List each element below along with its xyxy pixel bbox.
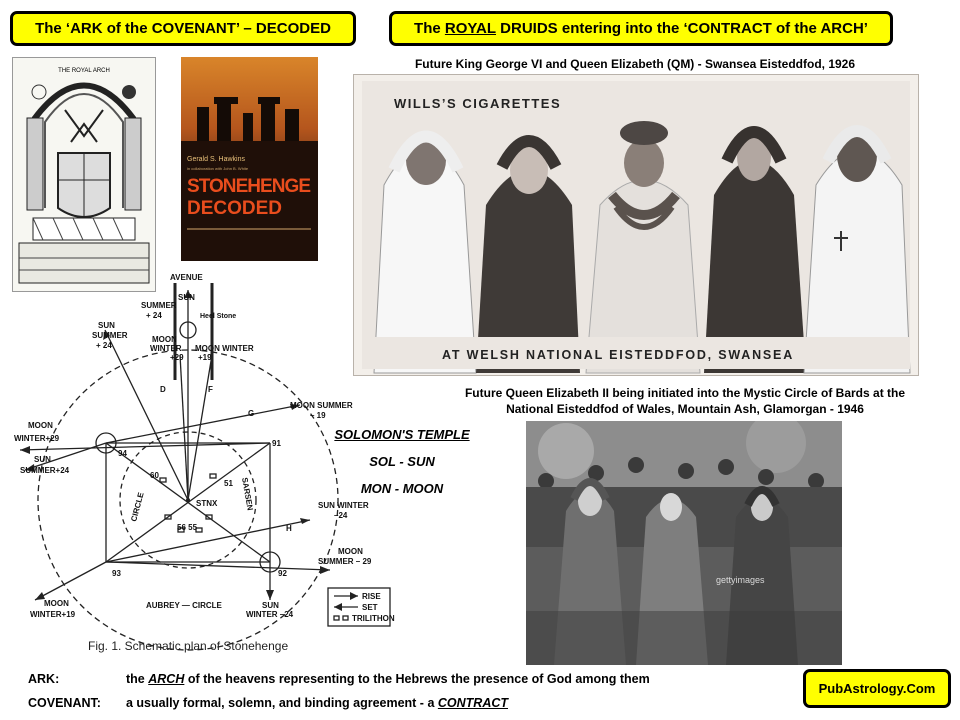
definition-ark-term: ARK:	[28, 672, 60, 686]
lbl-sun-left2: SUN	[34, 455, 51, 464]
caption-bottom-line1: Future Queen Elizabeth II being initiated into the Mystic Circle of Bards at the	[464, 386, 906, 400]
lbl-sun-left-b: SUMMER	[92, 331, 128, 340]
solomon-heading: SOLOMON'S TEMPLE	[334, 427, 470, 442]
lbl-avenue: AVENUE	[170, 273, 203, 282]
book-author-sub: in collaboration with John B. White	[187, 166, 249, 171]
lbl-moon-s19-a: MOON SUMMER	[290, 401, 353, 410]
caption-bottom-line2: National Eisteddfod of Wales, Mountain Ash, Glamorgan - 1946	[506, 402, 864, 416]
lbl-heel-stone: Heel Stone	[200, 313, 237, 320]
book-title-2: DECODED	[187, 198, 283, 219]
lbl-moon-left-b: WINTER+29	[14, 434, 60, 443]
lbl-94: 94	[118, 449, 127, 458]
arch-banner: THE ROYAL ARCH	[58, 68, 110, 74]
lbl-summer24-top-b: + 24	[146, 311, 162, 320]
lbl-moon-w19-bl-a: MOON	[44, 599, 69, 608]
lbl-moon-w19-b: +19	[198, 353, 212, 362]
eisteddfod-1946-photo	[526, 421, 842, 665]
title-right-royal: ROYAL	[444, 20, 497, 37]
lbl-d: D	[160, 385, 166, 394]
lbl-sun-w24-b-b: WINTER –24	[246, 610, 294, 619]
lbl-f: F	[208, 385, 213, 394]
plan-caption: Fig. 1. Schematic plan of Stonehenge	[88, 639, 289, 653]
brand-badge	[803, 669, 951, 708]
lbl-aubrey: AUBREY — CIRCLE	[146, 601, 222, 610]
solomon-line1: SOL - SUN	[369, 454, 435, 469]
lbl-93: 93	[112, 569, 121, 578]
lbl-moon-s29-a: MOON	[338, 547, 363, 556]
lbl-moon-w29-b: WINTER	[150, 344, 182, 353]
lbl-sun-w24-b-a: SUN	[262, 601, 279, 610]
lbl-sun-left2-b: SUMMER+24	[20, 466, 70, 475]
definition-ark-text	[126, 672, 650, 686]
lbl-sun-left-c: + 24	[96, 341, 112, 350]
lbl-sun-w24-r-a: SUN WINTER	[318, 501, 369, 510]
royal-arch-engraving	[12, 57, 156, 292]
lbl-circle: CIRCLE	[129, 491, 146, 523]
lbl-moon-s19-b: – 19	[310, 411, 326, 420]
lbl-moon-w29-a: MOON	[152, 335, 177, 344]
title-right-pre: The	[414, 20, 445, 37]
definition-covenant-pre: a usually formal, solemn, and binding agreement - a	[126, 696, 438, 710]
lbl-stnx: STNX	[196, 499, 218, 508]
lbl-moon-w19-bl-b: WINTER+19	[30, 610, 76, 619]
definition-ark	[28, 672, 748, 688]
definition-ark-pre: the	[126, 672, 149, 686]
lbl-h: H	[286, 524, 292, 533]
lbl-legend-rise: RISE	[362, 592, 381, 601]
lbl-sun-top: SUN	[178, 293, 195, 302]
lbl-60: 60	[150, 471, 159, 480]
brand-text: PubAstrology.Com	[818, 681, 936, 696]
getty-watermark: gettyimages	[716, 575, 765, 585]
lbl-sarsen: SARSEN	[240, 476, 255, 512]
caption-bottom-photo	[420, 385, 950, 417]
lbl-56-55: 56 55	[177, 523, 198, 532]
definition-ark-em: ARCH	[148, 672, 185, 686]
definition-covenant-text	[126, 696, 508, 710]
lbl-91: 91	[272, 439, 281, 448]
definition-ark-post: of the heavens representing to the Hebrews the presence of God among them	[184, 672, 650, 686]
definition-covenant-em: CONTRACT	[437, 696, 509, 710]
book-author: Gerald S. Hawkins	[187, 156, 245, 163]
cigarette-card-photo	[353, 74, 919, 376]
lbl-moon-w29-c: +29	[170, 353, 184, 362]
stonehenge-decoded-book	[181, 57, 318, 261]
lbl-g: G	[248, 409, 255, 418]
definition-covenant-term: COVENANT:	[28, 696, 101, 710]
lbl-moon-left: MOON	[28, 421, 53, 430]
title-left	[10, 11, 356, 46]
caption-top-photo: Future King George VI and Queen Elizabeth (QM) - Swansea Eisteddfod, 1926	[414, 57, 856, 71]
title-left-text: The ‘ARK of the COVENANT’ – DECODED	[35, 20, 331, 37]
lbl-moon-w19-a: MOON WINTER	[195, 344, 254, 353]
card-header: WILLS’S CIGARETTES	[394, 96, 562, 111]
solomon-line2: MON - MOON	[360, 481, 444, 496]
lbl-sun-w24-r-b: –24	[334, 511, 348, 520]
lbl-sun-left-a: SUN	[98, 321, 115, 330]
lbl-51: 51	[224, 479, 233, 488]
lbl-moon-s29-b: SUMMER – 29	[318, 557, 372, 566]
title-right	[389, 11, 893, 46]
lbl-legend-trilithon: TRILITHON	[352, 614, 395, 623]
lbl-summer24-top-a: SUMMER	[141, 301, 177, 310]
lbl-92: 92	[278, 569, 287, 578]
definition-covenant	[28, 696, 748, 712]
card-footer: AT WELSH NATIONAL EISTEDDFOD, SWANSEA	[442, 348, 795, 362]
lbl-legend-set: SET	[362, 603, 378, 612]
book-title-1: STONEHENGE	[187, 176, 311, 197]
title-right-post: DRUIDS entering into the ‘CONTRACT of the ARCH’	[496, 20, 868, 37]
